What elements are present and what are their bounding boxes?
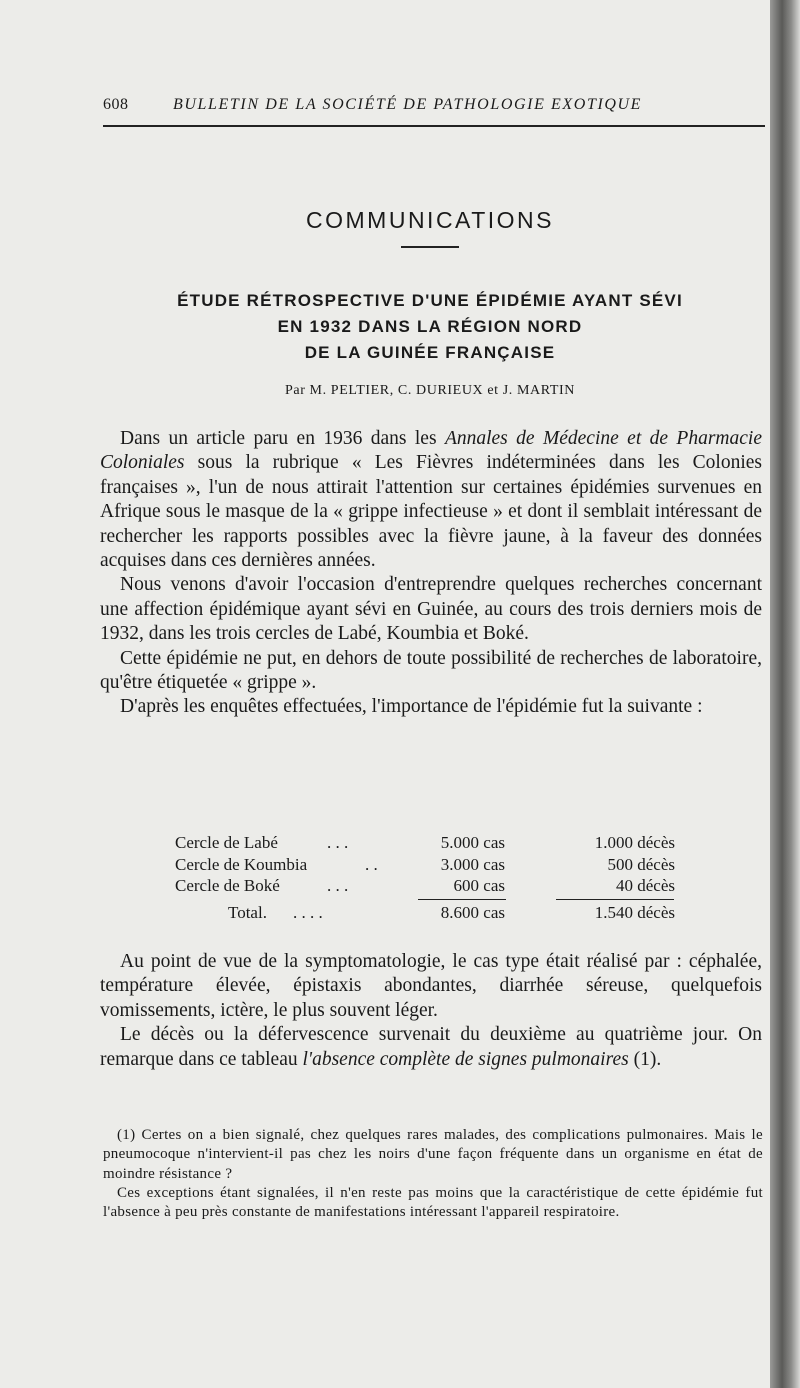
paragraph <box>100 427 762 573</box>
article-title-line: DE LA GUINÉE FRANÇAISE <box>304 343 556 362</box>
total-label: Total. <box>228 902 267 922</box>
paragraph: Nous venons d'avoir l'occasion d'entreprendre quelques recherches concernant une affection épidémique ayant sévi en Guinée, au cours des trois derniers mois de 1932, dans les trois cercles de Labé, Koumbia et Boké. <box>100 574 762 645</box>
leader-dots: . . <box>365 854 378 874</box>
total-cases: 8.600 cas <box>440 902 505 922</box>
body-text-lower <box>100 950 762 1072</box>
cercle-name: Cercle de Labé <box>175 833 278 852</box>
cases-count: 5.000 cas <box>440 833 505 852</box>
paragraph <box>100 1023 762 1072</box>
journal-citation: Annales de Médecine et de Pharmacie Coloniales <box>100 428 762 474</box>
footnote: Ces exceptions étant signalées, il n'en reste pas moins que la caractéristique de cette épidémie fut l'absence à peu près constante de manifestations intéressant l'appareil respiratoire. <box>103 1184 763 1221</box>
header-rule <box>103 125 765 127</box>
article-title-line: EN 1932 DANS LA RÉGION NORD <box>277 317 583 336</box>
paragraph-text: Le décès ou la défervescence survenait du deuxième au quatrième jour. On remarque dans ce tableau <box>100 1024 762 1070</box>
epidemic-stats-table <box>175 832 675 923</box>
paragraph: D'après les enquêtes effectuées, l'importance de l'épidémie fut la suivante : <box>120 696 703 718</box>
paragraph: Cette épidémie ne put, en dehors de toute possibilité de recherches de laboratoire, qu'être étiquetée « grippe ». <box>100 647 762 694</box>
section-rule <box>401 246 459 248</box>
article-title-line: ÉTUDE RÉTROSPECTIVE D'UNE ÉPIDÉMIE AYANT SÉVI <box>177 291 683 310</box>
page-number: 608 <box>103 96 129 113</box>
article-title <box>100 288 760 366</box>
leader-dots: . . . <box>327 876 349 895</box>
deaths-count: 500 décès <box>607 854 675 874</box>
cercle-name: Cercle de Boké <box>175 876 280 895</box>
cases-count: 600 cas <box>453 876 505 895</box>
body-text-upper <box>100 427 762 720</box>
footnote-ref: (1). <box>628 1048 662 1070</box>
running-head <box>103 94 763 120</box>
section-title: COMMUNICATIONS <box>306 207 554 233</box>
total-deaths: 1.540 décès <box>594 902 675 922</box>
paragraph-text: sous la rubrique « Les Fièvres indéterminées dans les Colonies françaises », l'un de nous attirait l'attention sur certaines épidémies survenues en Afrique sous le masque de la « grippe infectieuse » et dont il semblait intéressant de rechercher les rapports possibles avec la fièvre jaune, à la faveur des données acquises dans ces dernières années. <box>100 452 762 572</box>
paragraph-text: Dans un article paru en 1936 dans les <box>120 428 445 449</box>
page-binding-edge <box>770 0 800 1388</box>
byline: Par M. PELTIER, C. DURIEUX et J. MARTIN <box>285 383 575 398</box>
table-total-row <box>175 902 675 924</box>
total-rule-deaths <box>556 899 674 900</box>
emphasis: l'absence complète de signes pulmonaires <box>302 1048 629 1070</box>
footnotes <box>103 1126 763 1222</box>
footnote: (1) Certes on a bien signalé, chez quelques rares malades, des complications pulmonaires. Mais le pneumocoque n'intervient-il pas chez les noirs d'une façon fréquente dans un organisme en état de moindre résistance ? <box>103 1127 763 1182</box>
cases-count: 3.000 cas <box>440 854 505 874</box>
paragraph: Au point de vue de la symptomatologie, le cas type était réalisé par : céphalée, température élevée, épistaxis abondantes, diarrhée séreuse, quelquefois vomissements, ictère, le plus souvent léger. <box>100 951 762 1021</box>
leader-dots: . . . <box>327 833 349 852</box>
journal-title: BULLETIN DE LA SOCIÉTÉ DE PATHOLOGIE EXOTIQUE <box>173 96 643 113</box>
leader-dots: . . . . <box>293 902 323 922</box>
table-row <box>175 875 675 897</box>
cercle-name: Cercle de Koumbia <box>175 854 308 874</box>
table-row <box>175 832 675 854</box>
total-rule-cases <box>418 899 506 900</box>
deaths-count: 40 décès <box>615 876 675 895</box>
table-row <box>175 854 675 876</box>
deaths-count: 1.000 décès <box>594 833 675 852</box>
